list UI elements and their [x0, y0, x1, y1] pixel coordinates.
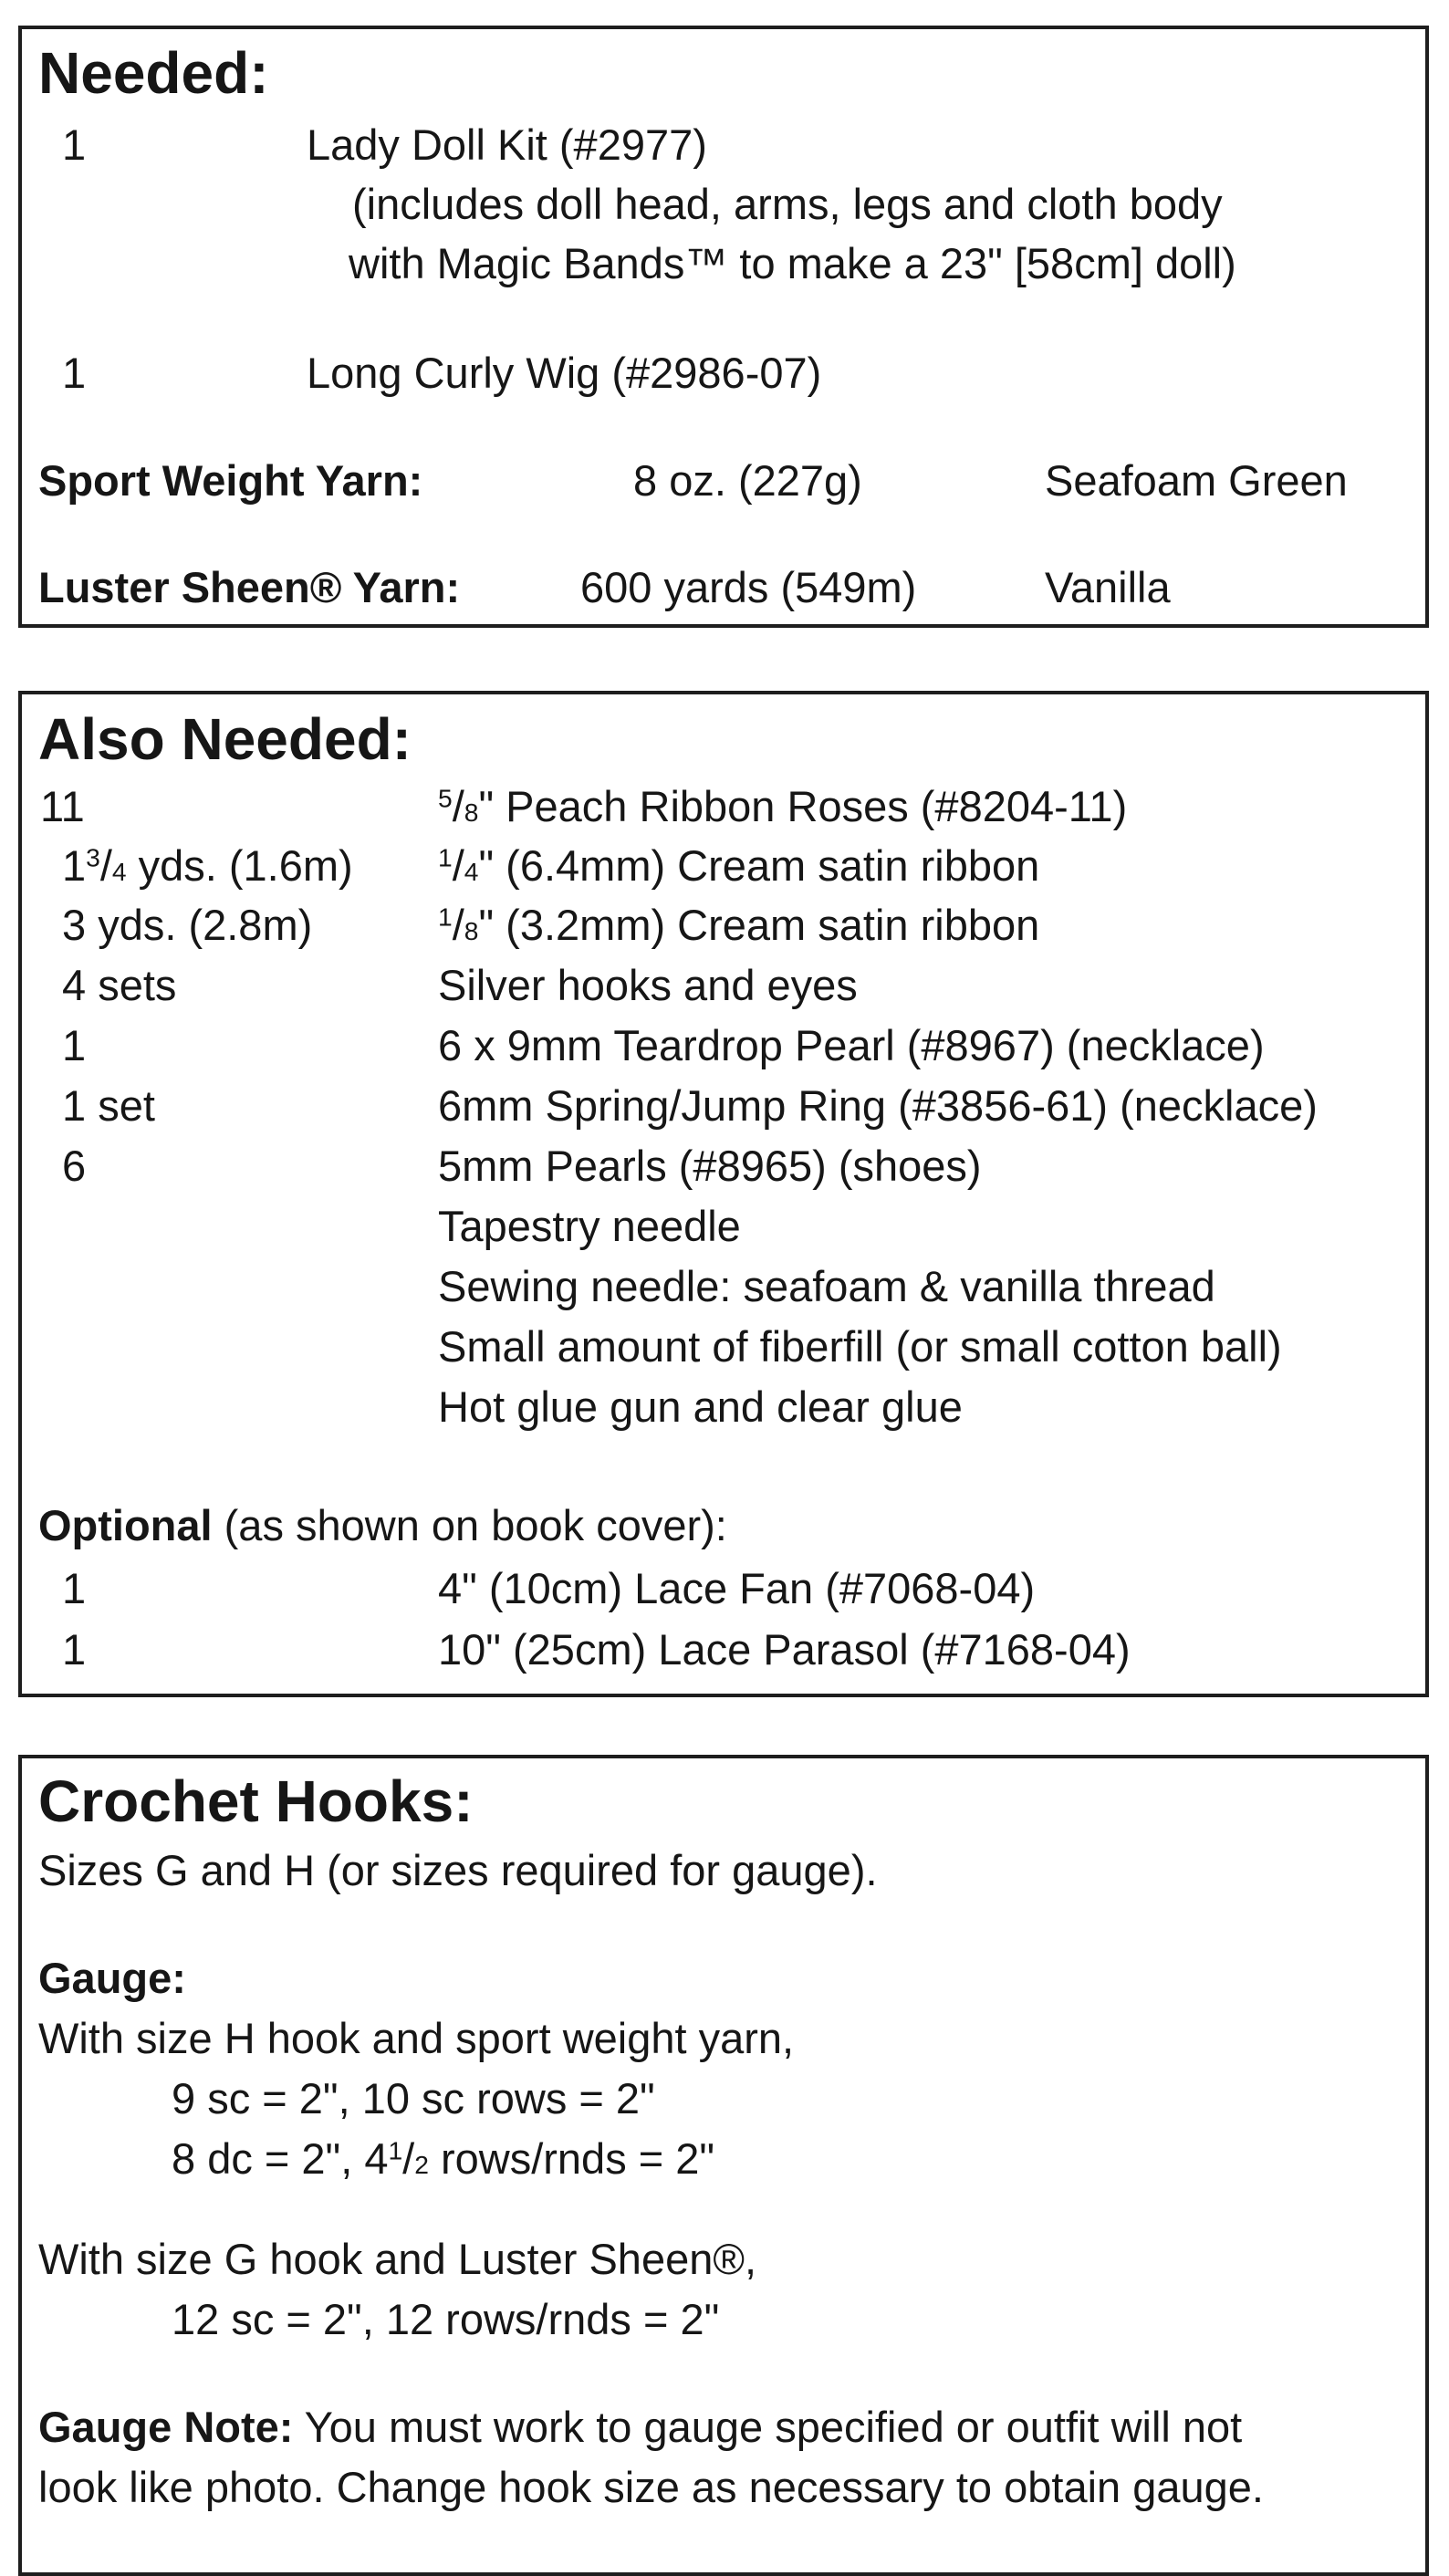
gauge-h-intro: With size H hook and sport weight yarn, [38, 2014, 795, 2062]
luster-yarn-label: Luster Sheen® Yarn: [38, 563, 461, 611]
gauge-note-line1: Gauge Note: You must work to gauge specified or outfit will not [38, 2403, 1243, 2451]
also-qty-7: 6 [62, 1142, 87, 1190]
optional-item-1: 4" (10cm) Lace Fan (#7068-04) [438, 1564, 1036, 1612]
needed-item-1-line3: with Magic Bands™ to make a 23" [58cm] doll) [349, 239, 1236, 287]
also-item-8: Tapestry needle [438, 1202, 741, 1250]
needed-qty-1: 1 [62, 120, 87, 169]
needed-title: Needed: [38, 40, 269, 106]
optional-item-2: 10" (25cm) Lace Parasol (#7168-04) [438, 1625, 1131, 1674]
also-qty-4: 4 sets [62, 961, 177, 1009]
also-item-5: 6 x 9mm Teardrop Pearl (#8967) (necklace) [438, 1021, 1265, 1069]
gauge-g-intro: With size G hook and Luster Sheen®, [38, 2235, 757, 2283]
luster-yarn-color: Vanilla [1045, 563, 1171, 611]
crochet-sizes: Sizes G and H (or sizes required for gauge). [38, 1846, 878, 1894]
needed-item-2: Long Curly Wig (#2986-07) [307, 349, 822, 397]
gauge-label: Gauge: [38, 1954, 186, 2002]
also-qty-3: 3 yds. (2.8m) [62, 901, 313, 949]
needed-box [18, 26, 1429, 628]
also-qty-5: 1 [62, 1021, 87, 1069]
gauge-g-line1: 12 sc = 2", 12 rows/rnds = 2" [172, 2295, 720, 2343]
also-item-1: $^5$/8" Peach Ribbon Roses (#8204-11) [438, 782, 1128, 830]
also-item-4: Silver hooks and eyes [438, 961, 858, 1009]
also-item-7: 5mm Pearls (#8965) (shoes) [438, 1142, 982, 1190]
also-qty-6: 1 set [62, 1081, 155, 1130]
optional-qty-1: 1 [62, 1564, 87, 1612]
luster-yarn-amount: 600 yards (549m) [580, 563, 917, 611]
also-needed-title: Also Needed: [38, 706, 412, 772]
optional-qty-2: 1 [62, 1625, 87, 1674]
also-item-6: 6mm Spring/Jump Ring (#3856-61) (necklace) [438, 1081, 1318, 1130]
also-qty-1: 11 [40, 782, 85, 830]
also-item-3: $^1$/8" (3.2mm) Cream satin ribbon [438, 901, 1040, 949]
also-item-10: Small amount of fiberfill (or small cotton ball) [438, 1322, 1282, 1371]
needed-qty-2: 1 [62, 349, 87, 397]
gauge-h-line2: 8 dc = 2", $4^1/2$ rows/rnds = 2" [172, 2134, 715, 2183]
optional-heading: Optional (as shown on book cover): [38, 1501, 727, 1549]
crochet-title: Crochet Hooks: [38, 1768, 474, 1834]
also-item-2: $^1$/4" (6.4mm) Cream satin ribbon [438, 841, 1040, 890]
also-item-11: Hot glue gun and clear glue [438, 1382, 963, 1431]
sport-yarn-label: Sport Weight Yarn: [38, 456, 423, 505]
also-item-9: Sewing needle: seafoam & vanilla thread [438, 1262, 1215, 1310]
gauge-h-line1: 9 sc = 2", 10 sc rows = 2" [172, 2074, 655, 2122]
needed-item-1-line1: Lady Doll Kit (#2977) [307, 120, 707, 169]
sport-yarn-color: Seafoam Green [1045, 456, 1348, 505]
sport-yarn-amount: 8 oz. (227g) [633, 456, 862, 505]
gauge-note-line2: look like photo. Change hook size as necessary to obtain gauge. [38, 2463, 1264, 2511]
also-qty-2: $1^3/4$ yds. (1.6m) [62, 841, 353, 890]
needed-item-1-line2: (includes doll head, arms, legs and cloth body [352, 180, 1223, 228]
